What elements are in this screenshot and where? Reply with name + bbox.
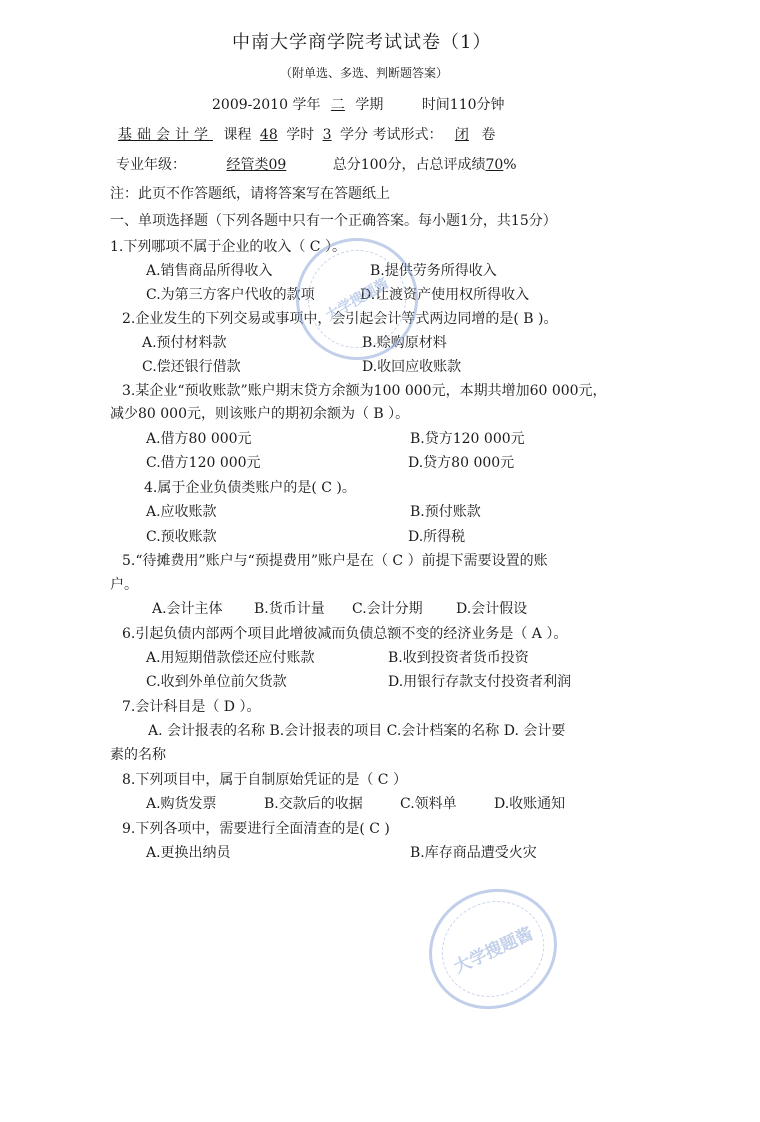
q1-option-b: B.提供劳务所得收入 (370, 263, 497, 279)
q7-options: A. 会计报表的名称 B.会计报表的项目 C.会计档案的名称 D. 会计要 (148, 723, 566, 739)
course-name: 基础会计学 (118, 127, 213, 143)
q6-option-c: C.收到外单位前欠货款 (146, 674, 287, 690)
q2-option-b: B.赊购原材料 (362, 335, 447, 351)
watermark-text: 大学搜题酱 (323, 275, 392, 325)
q3-option-d: D.贷方80 000元 (408, 455, 515, 471)
q4-option-b: B.预付账款 (410, 504, 481, 520)
q2-option-c: C.偿还银行借款 (142, 359, 241, 375)
exam-time: 时间110分钟 (421, 97, 505, 113)
course-hours: 48 (259, 127, 278, 143)
q8-option-b: B.交款后的收据 (264, 796, 363, 812)
grade-line (116, 154, 517, 174)
q3-option-b: B.贷方120 000元 (410, 431, 525, 447)
term-line (212, 94, 505, 114)
exam-form: 闭 (454, 127, 469, 143)
course-line (118, 124, 495, 144)
term-label: 2009-2010 学年 (212, 97, 321, 113)
q5-option-c: C.会计分期 (352, 601, 423, 617)
q7-options-line-2: 素的名称 (110, 747, 166, 763)
q9-option-b: B.库存商品遭受火灾 (410, 845, 537, 861)
course-credits: 3 (322, 127, 332, 143)
question-7: 7.会计科目是（ D ）。 (122, 699, 261, 715)
grade-value: 经管类09 (226, 157, 287, 173)
question-1: 1.下列哪项不属于企业的收入（ C ）。 (110, 239, 346, 255)
term-suffix: 学期 (355, 97, 384, 113)
q1-option-a: A.销售商品所得收入 (146, 263, 273, 279)
score-text: 总分100分，占总评成绩 (332, 157, 486, 173)
credits-label: 学分 考试形式： (340, 127, 443, 143)
q6-option-a: A.用短期借款偿还应付账款 (146, 650, 315, 666)
page-subtitle: （附单选、多选、判断题答案） (280, 66, 449, 80)
q1-option-d: D.让渡资产使用权所得收入 (360, 287, 530, 303)
q2-option-a: A.预付材料款 (142, 335, 227, 351)
question-2: 2.企业发生的下列交易或事项中，会引起会计等式两边同增的是( B )。 (122, 311, 558, 327)
question-9: 9.下列各项中，需要进行全面清查的是( C ) (122, 821, 390, 837)
watermark-text: 大学搜题酱 (451, 924, 537, 979)
q4-option-a: A.应收账款 (146, 504, 217, 520)
q3-option-a: A.借方80 000元 (146, 431, 252, 447)
q9-option-a: A.更换出纳员 (146, 845, 231, 861)
answer-note: 注：此页不作答题纸，请将答案写在答题纸上 (110, 186, 390, 202)
watermark-stamp (409, 868, 577, 1030)
question-3-line-2: 减少80 000元，则该账户的期初余额为（ B ）。 (110, 406, 410, 422)
grade-label: 专业年级： (116, 157, 186, 173)
question-8: 8.下列项目中，属于自制原始凭证的是（ C ） (122, 772, 407, 788)
course-label: 课程 (223, 127, 252, 143)
q5-option-d: D.会计假设 (456, 601, 528, 617)
q6-option-b: B.收到投资者货币投资 (388, 650, 529, 666)
section-heading: 一、单项选择题（下列各题中只有一个正确答案。每小题1分，共15分） (110, 213, 557, 229)
q5-option-a: A.会计主体 (152, 601, 223, 617)
question-6: 6.引起负债内部两个项目此增彼减而负债总额不变的经济业务是（ A ）。 (122, 626, 568, 642)
q5-option-b: B.货币计量 (254, 601, 325, 617)
question-5-line-2: 户。 (110, 577, 138, 593)
q2-option-d: D.收回应收账款 (362, 359, 462, 375)
exam-form-suffix: 卷 (481, 127, 496, 143)
term-value: 二 (330, 97, 345, 113)
page-title: 中南大学商学院考试试卷（1） (232, 32, 492, 53)
q4-option-d: D.所得税 (408, 529, 466, 545)
q6-option-d: D.用银行存款支付投资者利润 (388, 674, 572, 690)
q3-option-c: C.借方120 000元 (146, 455, 261, 471)
q1-option-c: C.为第三方客户代收的款项 (146, 287, 315, 303)
hours-label: 学时 (286, 127, 315, 143)
score-percent: 70 (485, 157, 504, 173)
q4-option-c: C.预收账款 (146, 529, 217, 545)
q8-option-c: C.领料单 (400, 796, 457, 812)
question-3-line-1: 3.某企业“预收账款”账户期末贷方余额为100 000元，本期共增加60 000元， (122, 383, 607, 399)
q8-option-a: A.购货发票 (146, 796, 217, 812)
q8-option-d: D.收账通知 (494, 796, 566, 812)
question-4: 4.属于企业负债类账户的是( C )。 (144, 480, 356, 496)
score-unit: % (503, 157, 517, 173)
question-5-line-1: 5.“待摊费用”账户与“预提费用”账户是在（ C ）前提下需要设置的账 (122, 553, 548, 569)
